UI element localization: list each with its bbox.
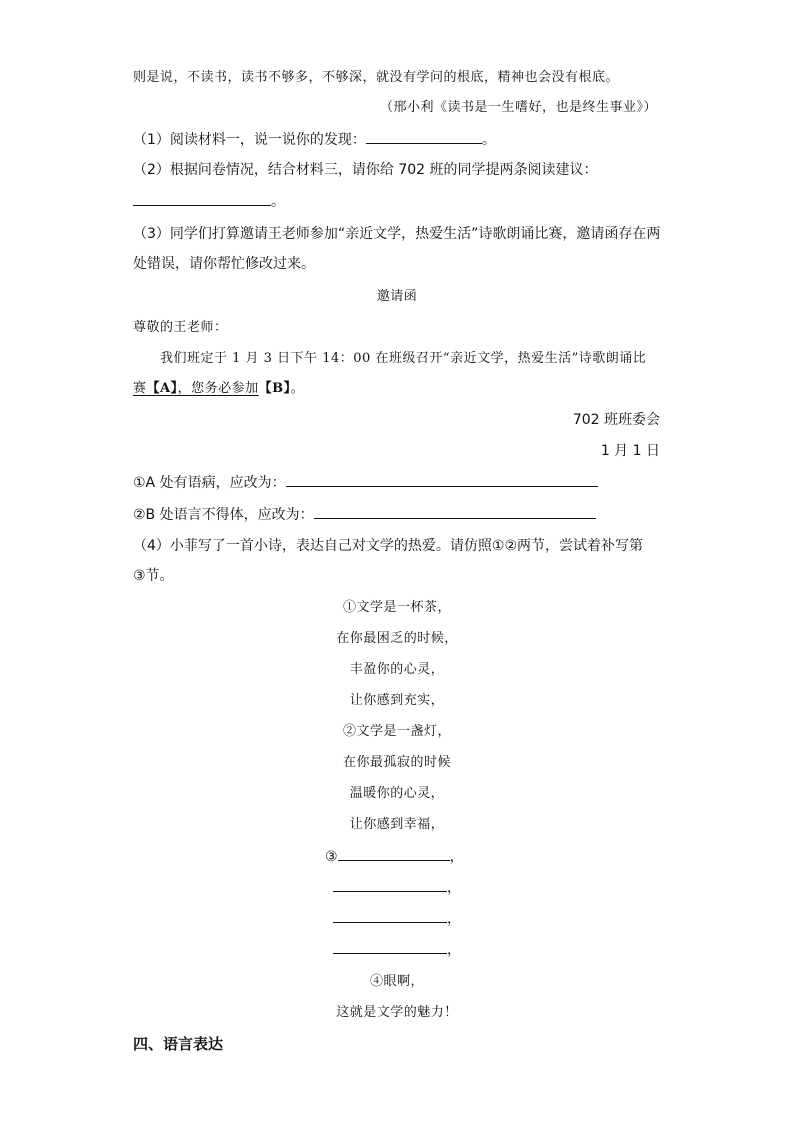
question-4-line-1: （4）小菲写了一首小诗，表达自己对文学的热爱。请仿照①②两节，尝试着补写第 bbox=[133, 538, 644, 554]
invitation-signature: 702 班班委会 bbox=[572, 412, 660, 428]
answer-blank-b[interactable] bbox=[314, 504, 596, 519]
poem-comma: ， bbox=[449, 849, 464, 865]
invitation-title: 邀请函 bbox=[376, 289, 418, 304]
invitation-salutation: 尊敬的王老师： bbox=[133, 320, 228, 335]
poem-answer-blank[interactable] bbox=[333, 877, 447, 892]
invitation-body-part-1: 赛 bbox=[133, 381, 147, 396]
poem-line: 丰盈你的心灵， bbox=[349, 662, 445, 677]
poem-answer-blank[interactable] bbox=[333, 908, 447, 923]
answer-blank-q1[interactable] bbox=[366, 129, 482, 144]
marker-a: 【A】 bbox=[146, 381, 178, 396]
poem-line: ②文学是一盏灯， bbox=[342, 724, 451, 739]
poem-blank-line-2 bbox=[333, 877, 461, 898]
fix-line-b-label: ②B 处语言不得体，应改为： bbox=[133, 507, 314, 523]
top-quote-text: 则是说，不读书，读书不够多，不够深，就没有学问的根底，精神也会没有根底。 bbox=[133, 70, 620, 85]
question-2: （2）根据问卷情况，结合材料三，请你给 702 班的同学提两条阅读建议： bbox=[133, 162, 598, 178]
invitation-body-line-1-text: 我们班定于 1 月 3 日下午 14：00 在班级召开“亲近文学，热爱生活”诗歌朗诵比 bbox=[160, 351, 647, 366]
poem-ending-line-2: 这就是文学的魅力！ bbox=[336, 1005, 458, 1020]
invitation-body-part-2: ，您务必参加 bbox=[177, 381, 259, 396]
question-4-line-2: ③节。 bbox=[133, 568, 174, 584]
poem-line: 在你最困乏的时候， bbox=[336, 631, 458, 646]
question-1-text: （1）阅读材料一，说一说你的发现： bbox=[133, 132, 366, 148]
top-quote-source: （邢小利《读书是一生嗜好，也是终生事业》） bbox=[380, 100, 658, 115]
poem-line: 让你感到幸福， bbox=[349, 817, 445, 832]
poem-line: 在你最孤寂的时候 bbox=[342, 755, 451, 770]
poem-line: 让你感到充实， bbox=[349, 693, 445, 708]
answer-blank-q2[interactable] bbox=[133, 191, 271, 206]
invitation-body-line-2 bbox=[133, 379, 304, 399]
section-heading: 四、语言表达 bbox=[133, 1035, 224, 1053]
poem-blank-prefix: ③ bbox=[325, 849, 338, 865]
question-2-end: 。 bbox=[271, 194, 285, 210]
question-1 bbox=[133, 129, 496, 150]
marker-b: 【B】 bbox=[258, 381, 291, 396]
invitation-date: 1 月 1 日 bbox=[600, 443, 660, 459]
question-3-line-1: （3）同学们打算邀请王老师参加“亲近文学，热爱生活”诗歌朗诵比赛，邀请函存在两 bbox=[133, 226, 661, 242]
poem-blank-line-1 bbox=[325, 846, 464, 867]
poem-blank-line-4 bbox=[333, 939, 461, 960]
poem-answer-blank[interactable] bbox=[333, 939, 447, 954]
answer-blank-a[interactable] bbox=[286, 472, 598, 487]
fix-line-b bbox=[133, 504, 596, 525]
poem-line: 温暖你的心灵， bbox=[349, 786, 445, 801]
poem-comma: ， bbox=[447, 880, 461, 896]
question-1-end: 。 bbox=[481, 132, 496, 148]
question-3-line-2: 处错误，请你帮忙修改过来。 bbox=[133, 256, 315, 272]
poem-comma: ， bbox=[447, 942, 461, 958]
poem-ending-line-1: ④眼啊， bbox=[369, 974, 424, 989]
poem-line: ①文学是一杯茶， bbox=[342, 600, 451, 615]
invitation-body-line-1 bbox=[160, 349, 646, 369]
fix-line-a bbox=[133, 472, 598, 493]
invitation-body-end: 。 bbox=[290, 381, 305, 396]
poem-blank-line-3 bbox=[333, 908, 461, 929]
poem-comma: ， bbox=[447, 911, 461, 927]
fix-line-a-label: ①A 处有语病，应改为： bbox=[133, 475, 286, 491]
poem-answer-blank[interactable] bbox=[338, 846, 450, 861]
question-2-answer bbox=[133, 191, 285, 212]
